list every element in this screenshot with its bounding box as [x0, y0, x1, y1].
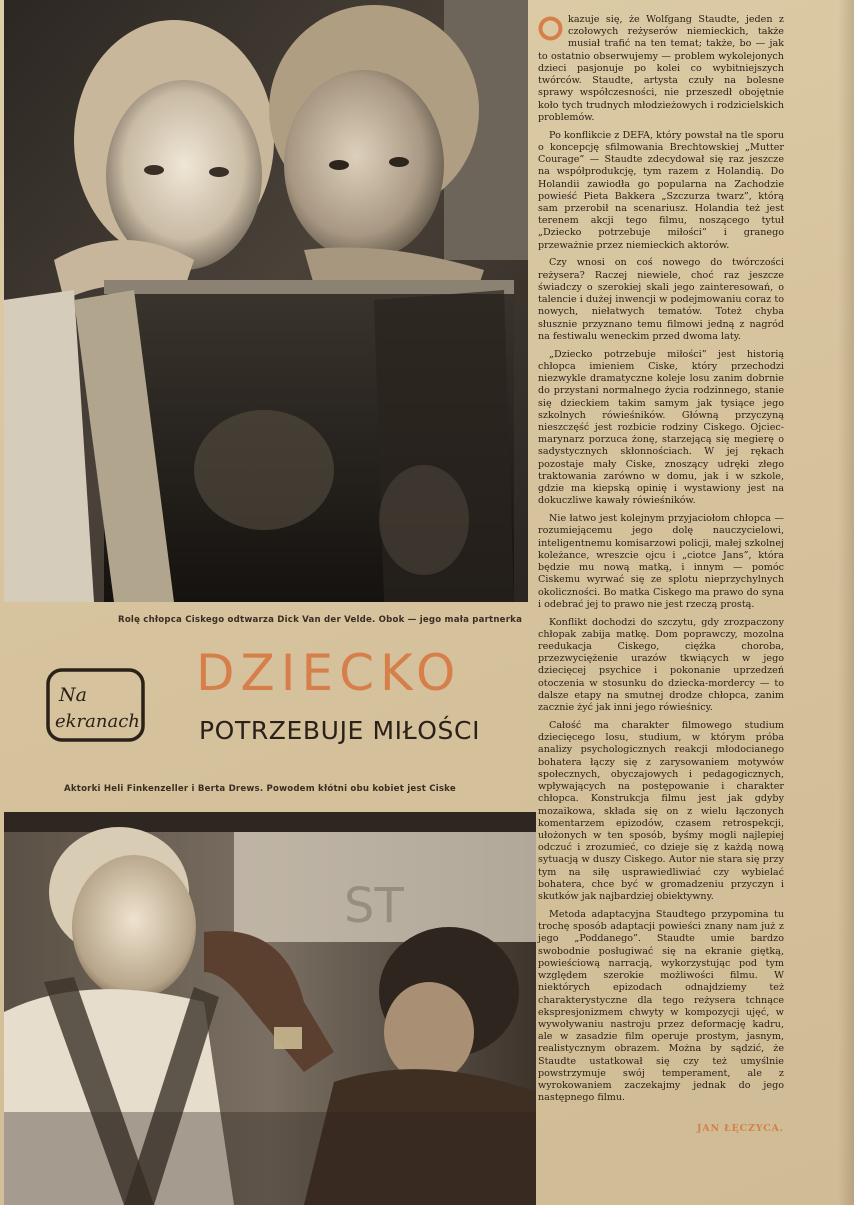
- photo-women-argument-image: [4, 812, 536, 1205]
- badge-line2: ekranach: [55, 711, 140, 732]
- photo-bottom-caption: Aktorki Heli Finkenzeller i Berta Drews. Powodem kłótni obu kobiet jest Ciske: [64, 784, 456, 794]
- photo-top-caption: Rolę chłopca Ciskego odtwarza Dick Van der Velde. Obok — jego mała partnerka: [118, 615, 523, 625]
- article-paragraph-6: Konflikt dochodzi do szczytu, gdy zrozpaczony chłopak zabija matkę. Dom poprawczy, mozolna reedukacja Ciskego, ciężka choroba, przezwyciężenie urazów tkwiących w jego dziecięcej psychice i pokonanie uprzedzeń otoczenia w stosunku do dziecka-mordercy — to dalsze etapy na smutnej drodze chłopca, zanim zacznie żyć jak inni jego rówieśnicy.: [538, 616, 784, 714]
- article-paragraph-7: Całość ma charakter filmowego studium dziecięcego losu, studium, w którym próba analizy psychologicznych reakcji młodocianego bohatera łączy się z zarysowaniem motywów społecznych, obyczajowych i pedagogicznych, wpływających na postępowanie i charakter chłopca. Konstrukcja filmu jest jak gdyby mozaikowa, składa się on z wielu łączonych komentarzem epizodów, czasem retrospekcji, ułożonych w ten sposób, byśmy mogli najlepiej odczuć i zrozumieć, co dzieje się z każdą nową sytuacją w duszy Ciskego. Autor nie stara się przy tym na siłę usprawiedliwiać czy wybielać bohatera, chce być w gromadzeniu przyczyn i skutków jak najbardziej obiektywny.: [538, 719, 784, 903]
- dropcap-o-icon: [538, 16, 563, 41]
- tv-screen-icon: [45, 667, 146, 743]
- photo-children-aquarium: [4, 0, 528, 602]
- badge-line1: Na: [59, 684, 87, 706]
- paragraph-text: kazuje się, że Wolfgang Staudte, jeden z czołowych reżyserów niemieckich, także musiał trafić na ten temat; także, bo — jak to ostatnio obserwujemy — problem wykolejonych dzieci pasjonuje po kolei co wybitniejszych twórców. Staudte, artysta czuły na bolesne sprawy współczesności, nie przeszedł obojętnie koło tych trudnych młodzieżowych i rodzicielskich problemów.: [538, 14, 784, 123]
- photo-children-aquarium-image: [4, 0, 528, 602]
- na-ekranach-badge: [45, 667, 146, 743]
- article-paragraph-4: „Dziecko potrzebuje miłości” jest historią chłopca imieniem Ciske, który przechodzi niezwykle dramatyczne koleje losu zanim dobrnie do przystani normalnego życia rodzinnego, stanie się dzieckiem takim samym jak tysiące jego szkolnych rówieśników. Główną przyczyną nieszczęść jest rozbicie rodziny Ciskego. Ojciec-marynarz porzuca żonę, starzejącą się megierę o sadystycznych skłonnościach. W jej rękach pozostaje mały Ciske, znoszący udręki złego traktowania zarówno w domu, jak i w szkole, gdzie ma kiepską opinię i wystawiony jest na dokuczliwe kawały rówieśników.: [538, 348, 784, 507]
- headline-main: DZIECKO: [196, 644, 462, 702]
- article-paragraph-2: Po konflikcie z DEFA, który powstał na tle sporu o koncepcję sfilmowania Brechtowskiej „Mutter Courage” — Staudte zdecydował się raz jeszcze na współprodukcję, tym razem z Holandią. Do Holandii zawiodła go popularna na Zachodzie powieść Pieta Bakkera „Szczurza twarz”, którą sam przerobił na scenariusz. Holandia też jest terenem akcji tego filmu, noszącego tytuł „Dziecko potrzebuje miłości” i granego przeważnie przez niemieckich aktorów.: [538, 129, 784, 251]
- article-paragraph-5: Nie łatwo jest kolejnym przyjaciołom chłopca — rozumiejącemu jego dolę nauczycielowi, inteligentnemu komisarzowi policji, małej szkolnej koleżance, wreszcie ojcu i „ciotce Jans”, która będzie mu nową matką, i innym — pomóc Ciskemu wyrwać się ze splotu nieprzychylnych okoliczności. Bo matka Ciskego ma prawo do syna i odebrać jej to prawo nie jest rzeczą prostą.: [538, 513, 784, 610]
- article-paragraph-1: [538, 14, 784, 124]
- article-paragraph-8: Metoda adaptacyjna Staudtego przypomina tu trochę sposób adaptacji powieści znany nam już z jego „Poddanego”. Staudte umie bardzo swobodnie posługiwać się na ekranie giętką, powieściową narracją, wykorzystując pod tym względem szerokie możliwości filmu. W niektórych epizodach odnajdziemy też charakterystyczne dla tego reżysera tchnące ekspresjonizmem chwyty w kompozycji ujęć, w wywoływaniu nastroju przez deformację kadru, ale w zasadzie film operuje prostym, jasnym, realistycznym obrazem. Można by sądzić, że Staudte ustatkował się czy też umyślnie powstrzymuje swój temperament, ale z wyrokowaniem zaczekajmy jednak do jego następnego filmu.: [538, 908, 784, 1104]
- article-paragraph-3: Czy wnosi on coś nowego do twórczości reżysera? Raczej niewiele, choć raz jeszcze świadczy o szerokiej skali jego zainteresowań, o talencie i dużej inwencji w podejmowaniu coraz to nowych, niełatwych tematów. Toteż chyba słusznie przyznano temu filmowi jedną z nagród na festiwalu weneckim przed dwoma laty.: [538, 257, 784, 342]
- svg-text:ST: ST: [344, 878, 404, 934]
- article-author: JAN ŁĘCZYCA.: [697, 1123, 784, 1134]
- photo-women-argument: [4, 812, 536, 1205]
- headline-sub: POTRZEBUJE MIŁOŚCI: [199, 716, 481, 745]
- page-edge-shadow: [838, 0, 854, 1205]
- article-body: [538, 14, 784, 1110]
